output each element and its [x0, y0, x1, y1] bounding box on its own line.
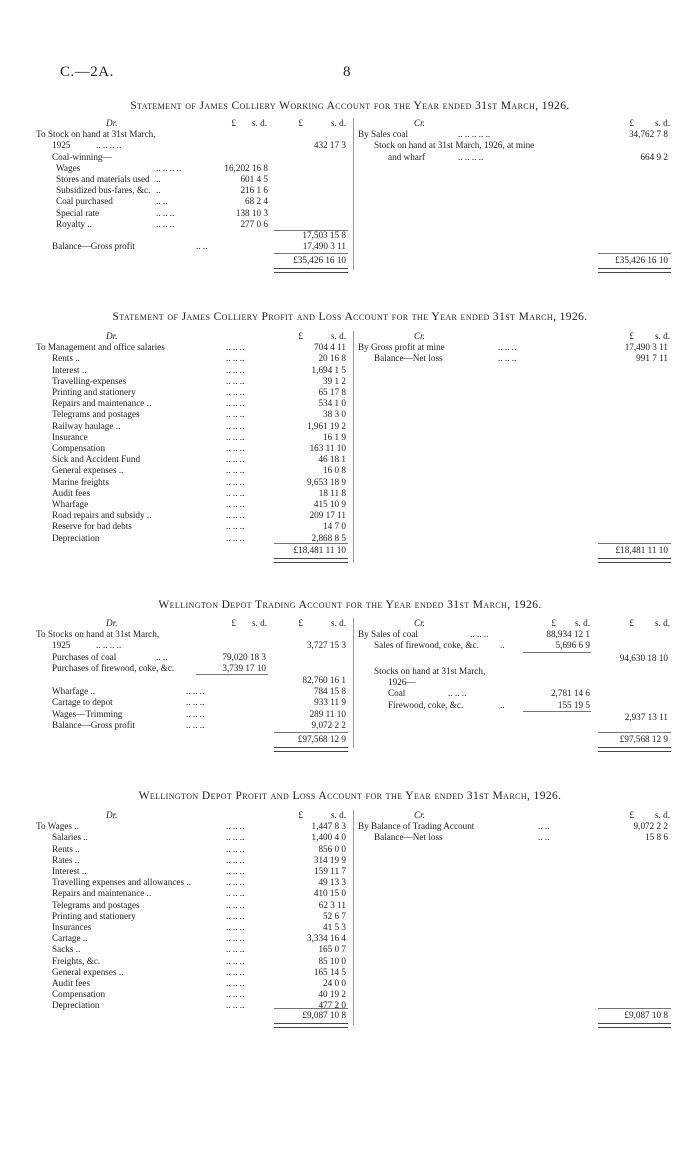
col-sd: s. d. [654, 618, 670, 628]
col-sd: s. d. [574, 618, 590, 628]
item-value: 856 0 0 [318, 843, 346, 854]
item-label: Rates .. [52, 854, 80, 865]
leader: .. .. .. [226, 922, 245, 932]
item-value: 784 15 8 [313, 686, 346, 697]
item-label: Wages [56, 162, 81, 173]
item-label: General expenses .. [52, 966, 124, 977]
leader: .. .. .. [226, 342, 245, 353]
item-label: Insurances [52, 922, 92, 932]
entry-row [36, 888, 349, 899]
item-value: 68 2 4 [245, 196, 268, 207]
entry-row [36, 387, 349, 398]
item-label: Compensation [52, 443, 106, 453]
entry-row [36, 174, 349, 185]
sales-coal-value: 88,934 12 1 [546, 629, 590, 640]
entry-row [36, 697, 349, 708]
item-label: Reserve for bad debts [52, 521, 132, 532]
item-label: Railway haulage .. [52, 420, 121, 431]
total-value: £97,568 12 9 [619, 734, 668, 744]
trading-balance-label: By Balance of Trading Account [358, 821, 475, 832]
entry-row [36, 956, 349, 967]
s3-title: Wellington Depot Trading Account for the Year ended 31st March, 1926. [158, 599, 542, 611]
dr-heading: Dr. [106, 118, 118, 128]
item-label: Sacks .. [52, 944, 81, 955]
purchases-firewood-label: Purchases of firewood, coke, &c. [52, 662, 175, 673]
leader: .. .. .. [226, 375, 245, 386]
col-sd: s. d. [654, 331, 670, 341]
item-label: Compensation [52, 989, 106, 1000]
leader: .. .. .. [226, 398, 245, 409]
col-pound: £ [551, 618, 556, 628]
item-value: 165 14 5 [313, 966, 346, 977]
item-value: 52 6 7 [323, 910, 346, 921]
col-pound: £ [629, 118, 634, 128]
leader: .. .. .. [226, 510, 245, 521]
entry-row [36, 989, 349, 1000]
entry-row [36, 844, 349, 855]
leader: .. .. .. [226, 431, 245, 442]
item-value: 601 4 5 [240, 174, 268, 184]
item-label: Coal purchased [56, 196, 113, 207]
col-pound: £ [298, 118, 303, 128]
leader: .. .. .. [226, 955, 245, 966]
item-value: 38 3 0 [323, 409, 346, 420]
entry-row [36, 686, 349, 697]
cr-heading: Cr. [414, 810, 425, 820]
leader: .. .. .. [226, 521, 245, 532]
sales-total: 94,630 18 10 [619, 653, 668, 663]
item-value: 62 3 11 [318, 899, 346, 910]
total-value: £35,426 16 10 [615, 255, 668, 265]
entry-row [36, 353, 349, 364]
coal-winning-label: Coal-winning— [52, 151, 112, 162]
item-value: 16,202 16 8 [224, 162, 268, 173]
gross-profit-label: By Gross profit at mine [358, 342, 445, 353]
leader: .. .. .. [226, 832, 245, 843]
item-label: To Wages .. [36, 821, 79, 832]
item-value: 49 13 3 [318, 877, 346, 888]
item-label: Printing and stationery [52, 387, 136, 397]
leader: .. .. .. [226, 866, 245, 876]
item-value: 314 19 9 [313, 854, 346, 865]
entry-row [36, 454, 349, 465]
entry-row [36, 488, 349, 499]
leader: .. .. .. .. .. [458, 129, 491, 140]
item-value: 216 1 6 [240, 185, 268, 196]
entry-row [36, 832, 349, 843]
item-value: 65 17 8 [318, 387, 346, 397]
item-value: 1,961 19 2 [306, 420, 346, 431]
entry-row [36, 499, 349, 510]
leader: .. .. [196, 241, 208, 252]
col-sd: s. d. [654, 810, 670, 820]
entry-row [36, 185, 349, 196]
leader: .. .. .. [186, 719, 205, 730]
item-value: 277 0 6 [240, 218, 268, 229]
item-value: 289 11 10 [309, 708, 346, 719]
item-label: Rents .. [52, 353, 80, 364]
item-label: Interest .. [52, 364, 87, 375]
leader: .. .. .. [470, 629, 489, 640]
leader: .. .. .. [226, 532, 245, 543]
sales-firewood-value: 5,696 6 9 [555, 640, 590, 651]
leader: .. .. .. [226, 888, 245, 899]
cr-heading: Cr. [414, 618, 425, 628]
purchases-firewood-value: 3,739 17 10 [222, 662, 266, 673]
entry-row [36, 376, 349, 387]
s2-statement [36, 331, 671, 571]
item-label: Printing and stationery [52, 910, 136, 921]
item-value: 209 17 11 [309, 510, 346, 521]
item-value: 41 5 3 [323, 922, 346, 932]
item-value: 534 1 0 [318, 398, 346, 409]
item-label: Wages—Trimming [52, 708, 123, 719]
leader: .. .. .. [226, 364, 245, 375]
net-loss-label: Balance—Net loss [374, 353, 443, 364]
page-ref: C.—2A. [60, 64, 114, 80]
item-label: Wharfage .. [52, 686, 96, 697]
item-value: 40 19 2 [318, 989, 346, 1000]
entry-row [36, 421, 349, 432]
item-label: Telegrams and postages [52, 899, 140, 910]
leader: .. .. .. [226, 877, 245, 888]
leader: .. .. .. [186, 697, 205, 708]
entry-row [36, 709, 349, 720]
leader: .. .. .. [186, 708, 205, 719]
leader: .. .. .. [226, 933, 245, 944]
stock-firewood-label: Firewood, coke, &c. [388, 699, 464, 710]
stock-firewood-value: 155 19 5 [557, 699, 590, 710]
col-pound: £ [629, 810, 634, 820]
leader: .. .. .. [226, 409, 245, 420]
entry-row [36, 922, 349, 933]
item-value: 477 2 0 [318, 1000, 346, 1011]
item-value: 138 10 3 [235, 207, 268, 218]
leader: .. .. [538, 832, 550, 843]
entry-row [36, 163, 349, 174]
balance-label: Balance—Gross profit [52, 241, 135, 252]
entry-row [36, 196, 349, 207]
leader: .. .. .. [226, 989, 245, 1000]
item-label: Interest .. [52, 866, 87, 876]
leader: .. .. .. [156, 218, 175, 229]
leader: .. .. [156, 651, 168, 662]
item-value: 20 16 8 [318, 353, 346, 364]
stock-value: 664 9 2 [640, 151, 668, 162]
item-label: Freights, &c. [52, 955, 101, 966]
stock-coal-value: 2,781 14 6 [550, 688, 590, 699]
item-label: To Management and office salaries [36, 342, 165, 353]
leader: .. .. .. .. [156, 162, 182, 173]
sales-coal-value: 34,762 7 8 [628, 129, 668, 140]
item-value: 165 0 7 [318, 944, 346, 955]
entry-row [36, 720, 349, 731]
leader: .. [156, 174, 161, 184]
leader: .. .. .. [226, 978, 245, 988]
col-sd: s. d. [251, 618, 267, 628]
leader: .. [500, 699, 505, 710]
leader: .. .. .. [226, 353, 245, 364]
col-pound: £ [629, 618, 634, 628]
leader: .. .. .. .. [96, 640, 122, 651]
col-pound: £ [298, 618, 303, 628]
leader: .. .. .. [226, 1000, 245, 1011]
col-sd: s. d. [330, 810, 346, 820]
item-value: 163 11 10 [309, 443, 346, 453]
stock-value: 432 17 3 [313, 140, 346, 151]
entry-row [36, 365, 349, 376]
item-label: General expenses .. [52, 465, 124, 476]
entry-row [36, 510, 349, 521]
sales-coal-label: By Sales coal [358, 129, 409, 140]
stock-label: To Stock on hand at 31st March, [36, 129, 156, 140]
entry-row [36, 477, 349, 488]
item-value: 410 15 0 [313, 888, 346, 899]
item-label: Cartage .. [52, 933, 88, 944]
leader: .. .. .. [226, 966, 245, 977]
item-value: 2,868 8 5 [311, 532, 346, 543]
gross-profit-value: 17,490 3 11 [624, 342, 668, 353]
item-label: Repairs and maintenance .. [52, 888, 152, 899]
total-value: £9,087 10 8 [302, 1010, 346, 1020]
item-value: 9,072 2 2 [311, 719, 346, 730]
stocks-label: Stocks on hand at 31st March, [374, 666, 486, 676]
item-label: Cartage to depot [52, 697, 113, 708]
total-value: £18,481 11 10 [615, 545, 668, 555]
entry-row [36, 208, 349, 219]
balance-value: 17,490 3 11 [302, 241, 346, 252]
item-value: 46 18 1 [318, 454, 346, 465]
stock-coal-label: Coal [388, 688, 406, 699]
leader: .. .. .. [226, 910, 245, 921]
item-label: Stores and materials used [56, 174, 150, 184]
entry-row [36, 219, 349, 230]
leader: .. .. [156, 196, 168, 207]
stock-value: 3,727 15 3 [306, 640, 346, 651]
item-value: 159 11 7 [314, 866, 346, 876]
leader: .. .. .. [226, 944, 245, 955]
item-value: 16 1 9 [323, 431, 346, 442]
entry-row [36, 877, 349, 888]
leader: .. .. .. .. [458, 151, 484, 162]
stock-label: To Stocks on hand at 31st March, [36, 629, 160, 640]
col-pound: £ [629, 331, 634, 341]
leader: .. .. .. [226, 899, 245, 910]
entry-row [36, 398, 349, 409]
total-value: £18,481 11 10 [293, 545, 346, 555]
item-label: Sick and Accident Fund [52, 454, 141, 465]
entry-row [36, 432, 349, 443]
stock-year: 1925 [52, 140, 71, 151]
entry-row [36, 978, 349, 989]
stock-year: 1925 [52, 640, 71, 651]
item-label: Depreciation [52, 532, 100, 543]
entry-row [36, 911, 349, 922]
leader: .. .. .. [226, 420, 245, 431]
item-label: Rents .. [52, 843, 80, 854]
item-label: Marine freights [52, 476, 109, 487]
entry-row [36, 342, 349, 353]
dr-heading: Dr. [106, 618, 118, 628]
col-sd: s. d. [654, 118, 670, 128]
leader: .. [500, 640, 505, 651]
entry-row [36, 933, 349, 944]
item-label: Insurance [52, 431, 88, 442]
col-pound: £ [298, 810, 303, 820]
item-value: 16 0 8 [323, 465, 346, 476]
leader: .. .. .. [186, 686, 205, 697]
col-sd: s. d. [330, 118, 346, 128]
leader: .. .. .. [226, 454, 245, 465]
cr-heading: Cr. [414, 331, 425, 341]
entry-row [36, 967, 349, 978]
subtotal: 17,503 15 8 [302, 230, 346, 240]
net-loss-value: 991 7 11 [636, 353, 668, 364]
stocks-total: 2,937 13 11 [624, 712, 668, 722]
net-loss-value: 15 8 6 [645, 832, 668, 843]
item-label: Royalty .. [56, 218, 92, 229]
leader: .. .. [538, 821, 550, 832]
item-value: 933 11 9 [314, 697, 346, 708]
entry-row [36, 821, 349, 832]
s4-title: Wellington Depot Profit and Loss Account for the Year ended 31st March, 1926. [138, 790, 562, 802]
s1-statement [36, 118, 671, 278]
item-value: 704 4 11 [314, 342, 346, 353]
item-label: Balance—Gross profit [52, 719, 135, 730]
subtotal: 82,760 16 1 [302, 675, 346, 685]
leader: .. .. .. [226, 499, 245, 509]
col-pound: £ [231, 618, 236, 628]
net-loss-label: Balance—Net loss [374, 832, 443, 843]
total-value: £97,568 12 9 [297, 734, 346, 744]
s4-statement [36, 810, 671, 1030]
leader: .. .. .. [226, 821, 245, 832]
item-label: Travelling expenses and allowances .. [52, 877, 191, 888]
item-value: 14 7 0 [323, 521, 346, 532]
item-label: Telegrams and postages [52, 409, 140, 420]
leader: .. .. .. .. [96, 140, 122, 151]
item-label: Audit fees [52, 487, 91, 498]
item-value: 85 10 0 [318, 955, 346, 966]
total-value: £35,426 16 10 [293, 255, 346, 265]
item-label: Travelling-expenses [52, 375, 127, 386]
leader: .. [156, 185, 161, 196]
leader: .. .. .. [226, 476, 245, 487]
item-value: 3,334 16 4 [306, 933, 346, 944]
stock-label: Stock on hand at 31st March, 1926, at mine [374, 140, 535, 151]
item-label: Repairs and maintenance .. [52, 398, 152, 409]
entry-row [36, 443, 349, 454]
page-number: 8 [343, 64, 351, 80]
item-label: Salaries .. [52, 832, 88, 843]
total-value: £9,087 10 8 [624, 1010, 668, 1020]
trading-balance-value: 9,072 2 2 [633, 821, 668, 832]
leader: .. .. .. [226, 443, 245, 453]
leader: .. .. .. [226, 487, 245, 498]
item-value: 1,400 4 0 [311, 832, 346, 843]
s3-statement [36, 618, 671, 758]
item-label: Subsidized bus-fares, &c. [56, 185, 151, 196]
col-sd: s. d. [330, 618, 346, 628]
item-value: 1,447 8 3 [311, 821, 346, 832]
sales-coal-label: By Sales of coal [358, 629, 418, 640]
entry-row [36, 900, 349, 911]
leader: .. .. .. [226, 843, 245, 854]
col-sd: s. d. [330, 331, 346, 341]
stock-label-cont: and wharf [388, 151, 425, 162]
col-pound: £ [231, 118, 236, 128]
leader: .. .. .. [498, 342, 517, 353]
item-value: 18 11 8 [318, 487, 346, 498]
item-value: 1,694 1 5 [311, 364, 346, 375]
item-label: Special rate [56, 207, 100, 218]
leader: .. .. .. [226, 465, 245, 476]
item-label: Road repairs and subsidy .. [52, 510, 152, 521]
entry-row [36, 521, 349, 532]
item-value: 415 10 9 [313, 499, 346, 509]
entry-row [36, 855, 349, 866]
entry-row [36, 944, 349, 955]
leader: .. .. .. [498, 353, 517, 364]
s2-title: Statement of James Colliery Profit and Loss Account for the Year ended 31st March, 1926. [112, 311, 588, 323]
leader: .. .. .. [226, 387, 245, 397]
item-label: Wharfage [52, 499, 89, 509]
purchases-coal-value: 79,020 18 3 [222, 651, 266, 662]
sales-firewood-label: Sales of firewood, coke, &c. [374, 640, 479, 651]
item-value: 39 1 2 [323, 375, 346, 386]
item-label: Depreciation [52, 1000, 100, 1011]
cr-heading: Cr. [414, 118, 425, 128]
leader: .. .. .. [448, 688, 467, 699]
leader: .. .. .. [226, 854, 245, 865]
entry-row [36, 465, 349, 476]
item-value: 9,653 18 9 [306, 476, 346, 487]
col-sd: s. d. [251, 118, 267, 128]
stocks-year: 1926— [388, 677, 416, 688]
purchases-coal-label: Purchases of coal [52, 651, 117, 662]
dr-heading: Dr. [106, 331, 118, 341]
item-label: Audit fees [52, 978, 91, 988]
leader: .. .. .. [156, 207, 175, 218]
entry-row [36, 866, 349, 877]
s1-title: Statement of James Colliery Working Account for the Year ended 31st March, 1926. [130, 100, 570, 112]
entry-row [36, 409, 349, 420]
dr-heading: Dr. [106, 810, 118, 820]
item-value: 24 0 0 [323, 978, 346, 988]
col-pound: £ [298, 331, 303, 341]
